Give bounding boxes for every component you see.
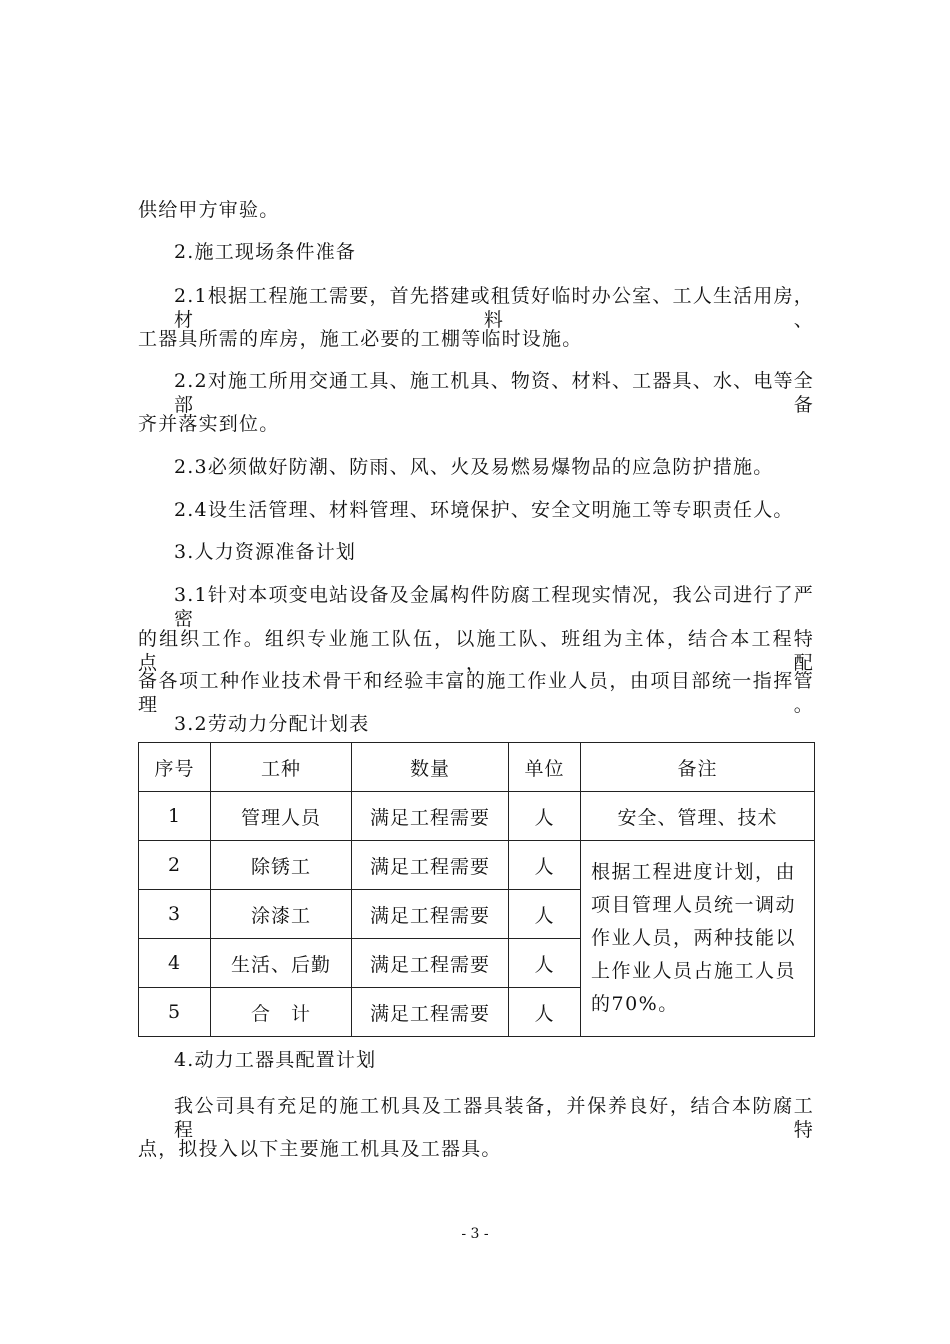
table-cell: 人 (509, 841, 581, 890)
merged-note-cell: 根据工程进度计划，由项目管理人员统一调动作业人员，两种技能以上作业人员占施工人员的70%。 (581, 841, 815, 1037)
table-cell: 满足工程需要 (352, 841, 509, 890)
table-cell: 2 (139, 841, 211, 890)
table-cell: 生活、后勤 (211, 939, 352, 988)
paragraph-text: 点，拟投入以下主要施工机具及工器具。 (138, 1138, 502, 1160)
paragraph-text: 的组织工作。组织专业施工队伍，以施工队、班组为主体，结合本工程特点，配 (138, 628, 814, 674)
table-cell: 3 (139, 890, 211, 939)
table-cell: 5 (139, 988, 211, 1037)
header-cell: 数量 (352, 743, 509, 792)
paragraph-text: 2.4设生活管理、材料管理、环境保护、安全文明施工等专职责任人。 (174, 499, 794, 521)
table-cell: 满足工程需要 (352, 939, 509, 988)
table-cell: 满足工程需要 (352, 988, 509, 1037)
table-caption (174, 712, 369, 736)
paragraph-text: 2.1根据工程施工需要，首先搭建或租赁好临时办公室、工人生活用房，材料、 (174, 285, 814, 331)
paragraph-text: 2.2对施工所用交通工具、施工机具、物资、材料、工器具、水、电等全部备 (174, 370, 814, 416)
table-cell: 合 计 (211, 988, 352, 1037)
table-cell: 人 (509, 988, 581, 1037)
paragraph-text: 2.3必须做好防潮、防雨、风、火及易燃易爆物品的应急防护措施。 (174, 456, 774, 478)
table-cell: 满足工程需要 (352, 792, 509, 841)
table-cell: 安全、管理、技术 (581, 792, 815, 841)
table-cell: 满足工程需要 (352, 890, 509, 939)
paragraph-text: 我公司具有充足的施工机具及工器具装备，并保养良好，结合本防腐工程特 (174, 1095, 814, 1141)
table-caption-title: 劳动力分配计划表 (207, 713, 370, 735)
header-cell: 工种 (211, 743, 352, 792)
section-heading: 4.动力工器具配置计划 (174, 1049, 377, 1071)
page-number: - 3 - (461, 1226, 489, 1242)
table-cell: 除锈工 (211, 841, 352, 890)
table-row (139, 841, 815, 890)
paragraph-text: 齐并落实到位。 (138, 413, 280, 435)
section-heading: 2.施工现场条件准备 (174, 241, 357, 263)
paragraph-text: 备各项工种作业技术骨干和经验丰富的施工作业人员，由项目部统一指挥管理。 (138, 670, 814, 716)
table-cell: 人 (509, 939, 581, 988)
table-row (139, 792, 815, 841)
table-cell: 4 (139, 939, 211, 988)
header-cell: 序号 (139, 743, 211, 792)
table-cell: 1 (139, 792, 211, 841)
header-cell: 备注 (581, 743, 815, 792)
table-cell: 人 (509, 792, 581, 841)
table-header-row (139, 743, 815, 792)
paragraph-text: 工器具所需的库房，施工必要的工棚等临时设施。 (138, 328, 583, 350)
table-cell: 人 (509, 890, 581, 939)
paragraph-text: 供给甲方审验。 (138, 199, 280, 221)
table-cell: 管理人员 (211, 792, 352, 841)
table-caption-number: 3.2 (174, 713, 208, 735)
table-cell: 涂漆工 (211, 890, 352, 939)
paragraph-text: 3.1针对本项变电站设备及金属构件防腐工程现实情况，我公司进行了严密 (174, 584, 814, 630)
section-heading: 3.人力资源准备计划 (174, 541, 357, 563)
labor-allocation-table (138, 742, 815, 1037)
header-cell: 单位 (509, 743, 581, 792)
